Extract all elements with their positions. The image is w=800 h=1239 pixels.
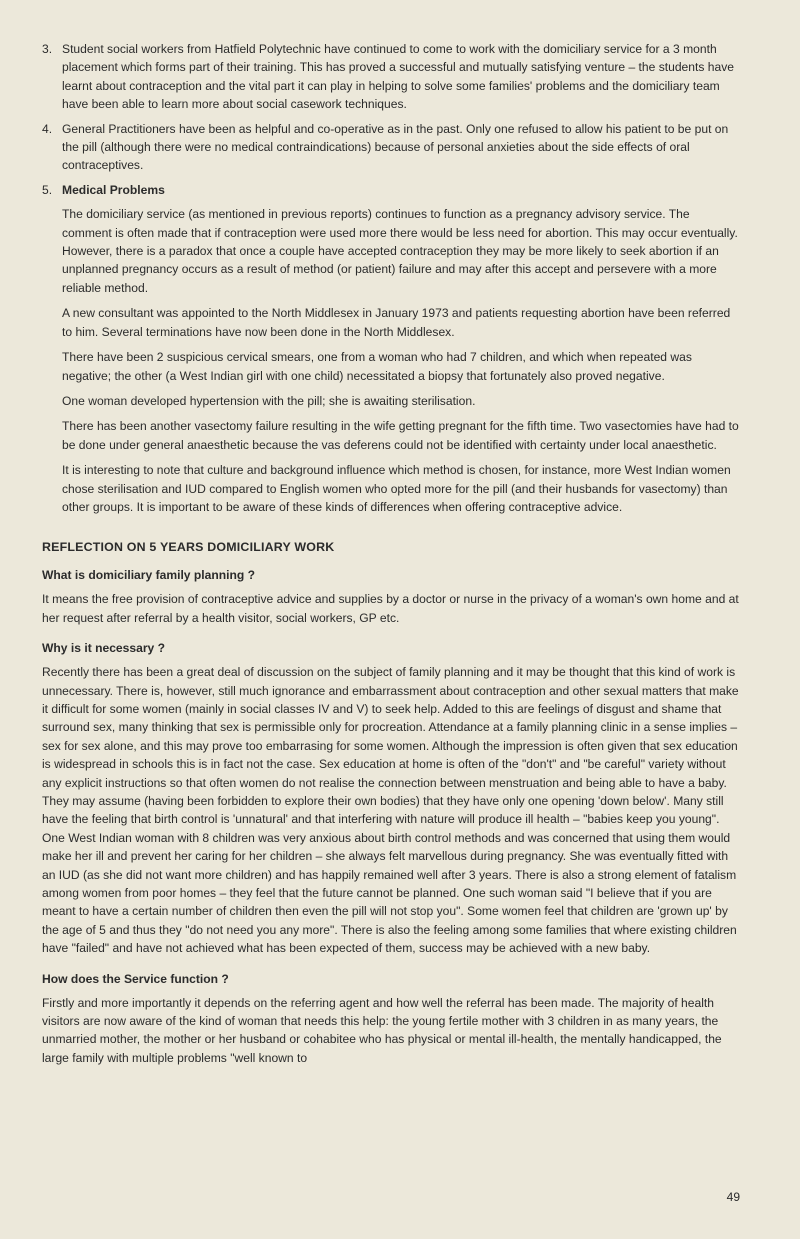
paragraph: One woman developed hypertension with the pill; she is awaiting sterilisation. bbox=[62, 393, 476, 408]
item-number: 3. bbox=[42, 42, 53, 56]
list-item-5 bbox=[42, 181, 740, 199]
answer-paragraph: It means the free provision of contraceptive advice and supplies by a doctor or nurse in the privacy of a woman's own home and at her request after referral by a health visitor, social workers, GP etc. bbox=[42, 592, 739, 625]
section-title: REFLECTION ON 5 YEARS DOMICILIARY WORK bbox=[42, 540, 335, 555]
page-number: 49 bbox=[726, 1190, 740, 1204]
item-text: General Practitioners have been as helpful and co-operative as in the past. Only one refused to allow his patient to be put on the pill (although there were no medical contraindications) because of personal anxieties about the side effects of oral contraceptives. bbox=[62, 121, 729, 173]
medical-problems-heading: Medical Problems bbox=[62, 182, 165, 197]
question-heading: How does the Service function ? bbox=[42, 971, 229, 986]
question-heading: Why is it necessary ? bbox=[42, 641, 166, 656]
paragraph: There have been 2 suspicious cervical smears, one from a woman who had 7 children, and which when repeated was negative; the other (a West Indian girl with one child) necessitated a biopsy that fortunately also proved negative. bbox=[62, 350, 692, 383]
item-number: 4. bbox=[42, 121, 53, 136]
item-number: 5. bbox=[42, 182, 53, 197]
paragraph: There has been another vasectomy failure resulting in the wife getting pregnant for the fifth time. Two vasectomies have had to be done under general anaesthetic because the vas deferens could not be identified with certainty under local anaesthetic. bbox=[62, 419, 739, 452]
list-item-3 bbox=[42, 40, 740, 114]
paragraph: The domiciliary service (as mentioned in previous reports) continues to function as a pregnancy advisory service. The comment is often made that if contraception were used more there would be less need for abortion. This may occur eventually. However, there is a paradox that once a couple have accepted contraception they may be more likely to seek abortion if an unplanned pregnancy occurs as a result of method (or patient) failure and may after this accept and persevere with a more reliable method. bbox=[62, 207, 738, 295]
paragraph: A new consultant was appointed to the North Middlesex in January 1973 and patients requesting abortion have been referred to him. Several terminations have now been done in the North Middlesex. bbox=[62, 306, 731, 339]
list-item-4 bbox=[42, 120, 740, 175]
question-heading: What is domiciliary family planning ? bbox=[42, 568, 256, 583]
answer-paragraph: Firstly and more importantly it depends on the referring agent and how well the referral has been made. The majority of health visitors are now aware of the kind of woman that needs this help: the young fertile mother with 3 children in as many years, the unmarried mother, the mother or her husband or cohabitee who has physical or mental ill-health, the mentally handicapped, the large family with multiple problems "well known to bbox=[42, 995, 722, 1065]
item-text: Student social workers from Hatfield Polytechnic have continued to come to work with the domiciliary service for a 3 month placement which forms part of their training. This has proved a successful and mutually satisfying venture – the students have learnt about contraception and the vital part it can play in helping to solve some families' problems and the domiciliary team have been able to learn more about social casework techniques. bbox=[62, 42, 735, 112]
answer-paragraph: Recently there has been a great deal of discussion on the subject of family planning and it may be thought that this kind of work is unnecessary. There is, however, still much ignorance and embarrassment about contraception and other sexual matters that make it difficult for some women (mainly in social classes IV and V) to seek help. Added to this are feelings of disgust and shame that surround sex, many thinking that sex is permissible only for procreation. Attendance at a family planning clinic in a sense implies – sex for sex alone, and this may prove too embarrasing for some women. Although the impression is often given that sex education is widespread in schools this is in fact not the case. Sex education at home is often of the "don't" and "be careful" variety without any explicit instructions so that often women do not realise the connection between menstruation and being able to have a baby. They may assume (having been forbidden to explore their own bodies) that they have only one opening 'down below'. Many still have the feeling that birth control is 'unnatural' and that interfering with nature will produce ill health – "babies keep you young". One West Indian woman with 8 children was very anxious about birth control methods and was concerned that using them would make her ill and prevent her caring for her children – she always felt marvellous during pregnancy. She was eventually fitted with an IUD (as she did not want more children) and has happily remained well after 3 years. There is also a strong element of fatalism among women from poor homes – they feel that the future cannot be planned. One such woman said "I believe that if you are meant to have a certain number of children then even the pill will not stop you". Some women feel that children are 'grown up' by the age of 5 and thus they "do not need you any more". There is also the feeling among some families that where existing children have "failed" and have not achieved what has been expected of them, success may be achieved with a new baby. bbox=[42, 665, 739, 956]
paragraph: It is interesting to note that culture and background influence which method is chosen, for instance, more West Indian women chose sterilisation and IUD compared to English women who opted more for the pill (and their husbands for vasectomy) than other groups. It is important to be aware of these kinds of differences when offering contraceptive advice. bbox=[62, 463, 731, 514]
